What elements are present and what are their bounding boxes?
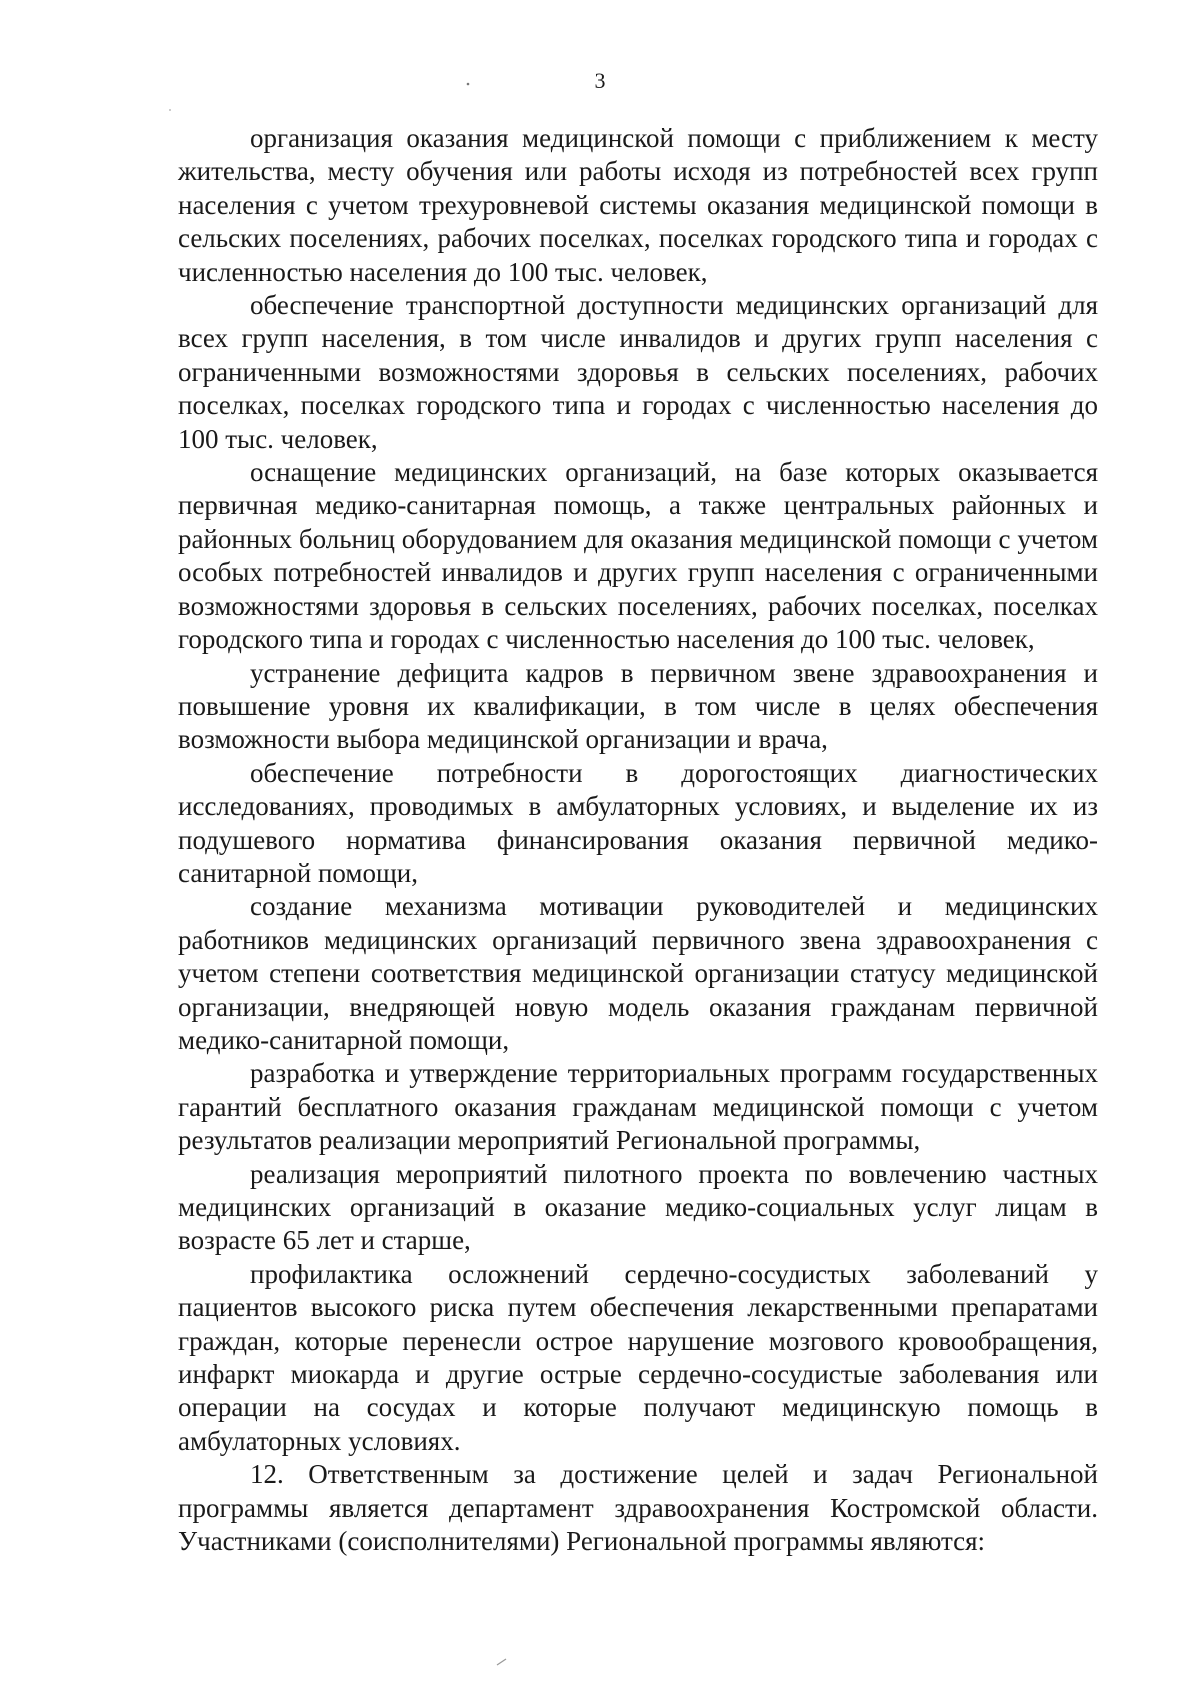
paragraph: оснащение медицинских организаций, на базе которых оказывается первичная медико-санитарная помощь, а также центральных районных и районных больниц оборудованием для оказания медицинской помощи с учетом особых потребностей инвалидов и других групп населения с ограниченными возможностями здоровья в сельских поселениях, рабочих поселках, поселках городского типа и городах с численностью населения до 100 тыс. человек, (178, 457, 1098, 655)
paragraph: организация оказания медицинской помощи с приближением к месту жительства, месту обучения или работы исходя из потребностей всех групп населения с учетом трехуровневой системы оказания медицинской помощи в сельских поселениях, рабочих поселках, поселках городского типа и городах с численностью населения до 100 тыс. человек, (178, 123, 1098, 287)
scan-speck (169, 109, 171, 111)
paragraph: профилактика осложнений сердечно-сосудистых заболеваний у пациентов высокого риска путем обеспечения лекарственными препаратами граждан, которые перенесли острое нарушение мозгового кровообращения, инфаркт миокарда и другие острые сердечно-сосудистые заболевания или операции на сосудах и которые получают медицинскую помощь в амбулаторных условиях. (178, 1258, 1098, 1456)
document-body (178, 122, 1098, 1558)
page-number: 3 (594, 68, 606, 93)
paragraph: реализация мероприятий пилотного проекта по вовлечению частных медицинских организаций в оказание медико-социальных услуг лицам в возрасте 65 лет и старше, (178, 1158, 1098, 1256)
scan-speck (497, 1659, 506, 1665)
paragraph: разработка и утверждение территориальных программ государственных гарантий бесплатного оказания гражданам медицинской помощи с учетом результатов реализации мероприятий Региональной программы, (178, 1058, 1098, 1156)
paragraph: устранение дефицита кадров в первичном звене здравоохранения и повышение уровня их квалификации, в том числе в целях обеспечения возможности выбора медицинской организации и врача, (178, 657, 1098, 755)
paragraph: создание механизма мотивации руководителей и медицинских работников медицинских организаций первичного звена здравоохранения с учетом степени соответствия медицинской организации статусу медицинской организации, внедряющей новую модель оказания гражданам первичной медико-санитарной помощи, (178, 891, 1098, 1055)
paragraph: обеспечение потребности в дорогостоящих диагностических исследованиях, проводимых в амбулаторных условиях, и выделение их из подушевого норматива финансирования оказания первичной медико-санитарной помощи, (178, 757, 1098, 888)
paragraph: обеспечение транспортной доступности медицинских организаций для всех групп населения, в том числе инвалидов и других групп населения с ограниченными возможностями здоровья в сельских поселениях, рабочих поселках, поселках городского типа и городах с численностью населения до 100 тыс. человек, (178, 290, 1098, 454)
paragraph-numbered: 12. Ответственным за достижение целей и задач Региональной программы является департамент здравоохранения Костромской области. Участниками (соисполнителями) Региональной программы являются: (178, 1459, 1098, 1557)
